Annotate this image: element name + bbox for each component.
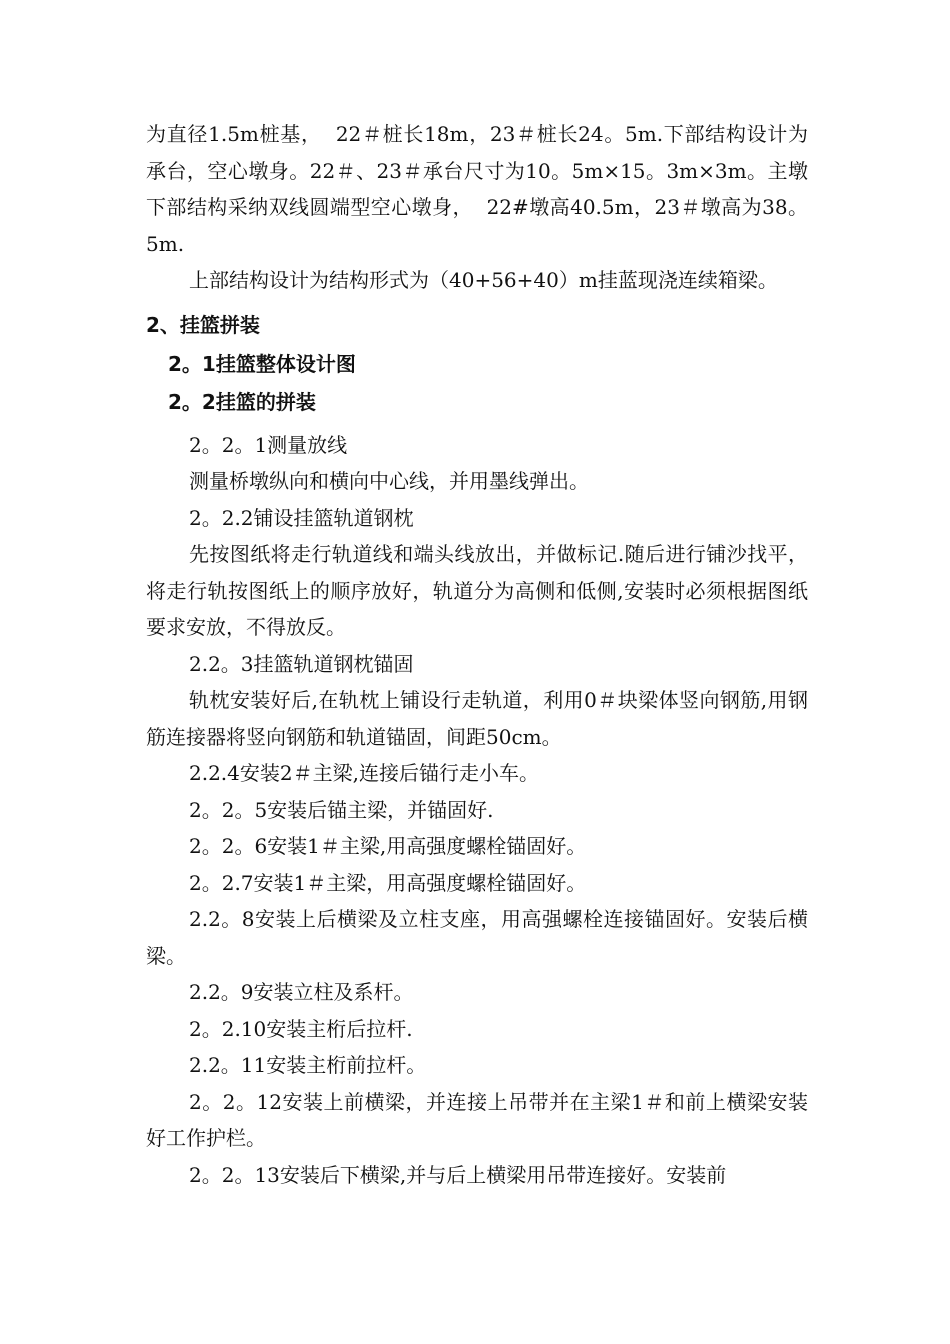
paragraph-superstructure: 上部结构设计为结构形式为（40+56+40）m挂蓝现浇连续箱梁。 bbox=[189, 268, 778, 292]
step-item-2-2-9: 2.2。9安装立柱及系杆。 bbox=[189, 980, 414, 1004]
document-page bbox=[146, 116, 808, 1193]
subsection-heading-assembly: 2。2挂篮的拼装 bbox=[168, 389, 316, 414]
step-title-track-sleepers: 2。2.2铺设挂篮轨道钢枕 bbox=[189, 505, 414, 530]
step-title-anchoring: 2.2。3挂篮轨道钢枕锚固 bbox=[189, 651, 414, 676]
step-item-2-2-13: 2。2。13安装后下横梁,并与后上横梁用吊带连接好。安装前 bbox=[189, 1162, 727, 1187]
step-item-2-2-12: 2。2。12安装上前横梁，并连接上吊带并在主梁1＃和前上横梁安装好工作护栏。 bbox=[146, 1089, 808, 1150]
step-item-2-2-10: 2。2.10安装主桁后拉杆. bbox=[189, 1016, 413, 1041]
step-item-2-2-4: 2.2.4安装2＃主梁,连接后锚行走小车。 bbox=[189, 761, 539, 785]
step-item-2-2-11: 2.2。11安装主桁前拉杆。 bbox=[189, 1053, 427, 1077]
step-item-2-2-8: 2.2。8安装上后横梁及立柱支座，用高强螺栓连接锚固好。安装后横梁。 bbox=[146, 907, 808, 968]
subsection-heading-design-drawing: 2。1挂篮整体设计图 bbox=[168, 351, 356, 376]
step-body-track-sleepers: 先按图纸将走行轨道线和端头线放出，并做标记.随后进行铺沙找平，将走行轨按图纸上的顺序放好，轨道分为高侧和低侧,安装时必须根据图纸要求安放，不得放反。 bbox=[146, 542, 808, 639]
step-item-2-2-5: 2。2。5安装后锚主梁，并锚固好. bbox=[189, 797, 494, 822]
step-item-2-2-6: 2。2。6安装1＃主梁,用高强度螺栓锚固好。 bbox=[189, 834, 587, 858]
step-item-2-2-7: 2。2.7安装1＃主梁，用高强度螺栓锚固好。 bbox=[189, 870, 587, 895]
paragraph-foundation: 为直径1.5m桩基， 22＃桩长18m，23＃桩长24。5m.下部结构设计为承台，空心墩身。22＃、23＃承台尺寸为10。5m×15。3m×3m。主墩下部结构采纳双线圆端型空心墩身， 22#墩高40.5m，23＃墩高为38。5m. bbox=[146, 122, 808, 256]
step-body-anchoring: 轨枕安装好后,在轨枕上铺设行走轨道，利用0＃块梁体竖向钢筋,用钢筋连接器将竖向钢筋和轨道锚固，间距50cm。 bbox=[146, 688, 808, 749]
section-heading-assembly: 2、挂篮拼装 bbox=[146, 312, 260, 337]
step-title-survey: 2。2。1测量放线 bbox=[189, 432, 348, 457]
step-body-survey: 测量桥墩纵向和横向中心线，并用墨线弹出。 bbox=[189, 469, 589, 493]
